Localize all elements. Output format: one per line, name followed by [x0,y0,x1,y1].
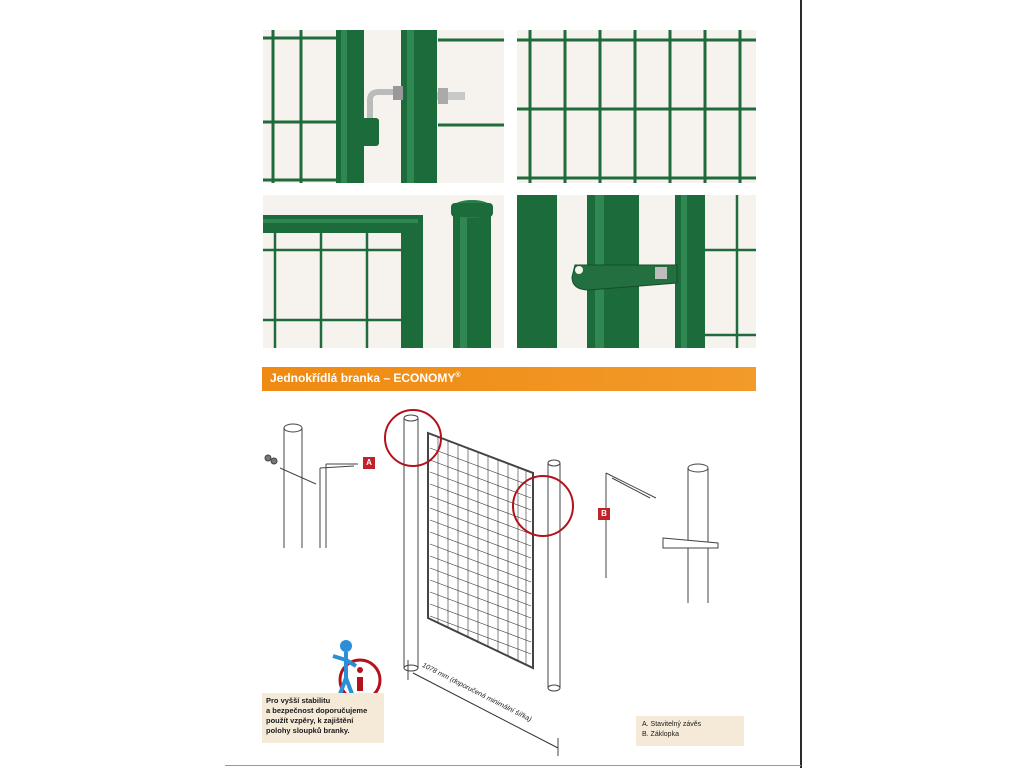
legend-item-b: B. Záklopka [642,731,679,738]
dimension-label: 1078 mm (doporučená minimální šířka) [420,662,533,724]
legend-item-a: A. Stavitelný závěs [642,721,702,728]
banner-title-wrap [270,371,461,385]
legend-box [636,716,744,746]
hinge-photo [263,30,504,183]
detail-a-post-top [284,424,302,432]
frame-corner-photo-graphic [263,195,504,348]
highlight-circle-latch [513,476,573,536]
info-icon [333,640,380,700]
page-edge-line [800,0,802,768]
gate-frame [428,433,533,668]
note-line: použít vzpěry, k zajištění [266,716,354,725]
hinge-photo-graphic [263,30,504,183]
note-line: Pro vyšší stabilitu [266,696,331,705]
section-banner [262,367,756,391]
stability-note [262,693,384,743]
detail-b-frame [606,473,656,578]
banner-title: Jednokřídlá branka – ECONOMY [270,371,456,385]
latch-photo [517,195,756,348]
detail-a-frame [320,464,358,548]
latch-photo-graphic [517,195,756,348]
label-a-badge: A [363,457,375,469]
highlight-circle-hinge [385,410,441,466]
frame-corner-photo [263,195,504,348]
label-b-badge: B [598,508,610,520]
main-right-post [548,463,560,688]
main-left-post [404,418,418,668]
gate-mesh [430,437,531,664]
page-bottom-line [225,765,801,766]
mesh-photo-graphic [517,30,756,183]
detail-b-post [688,468,708,603]
mesh-photo [517,30,756,183]
banner-mark: ® [455,372,461,379]
note-line: a bezpečnost doporučujeme [266,706,368,715]
detail-a-post [284,428,302,548]
note-line: polohy sloupků branky. [266,726,350,735]
